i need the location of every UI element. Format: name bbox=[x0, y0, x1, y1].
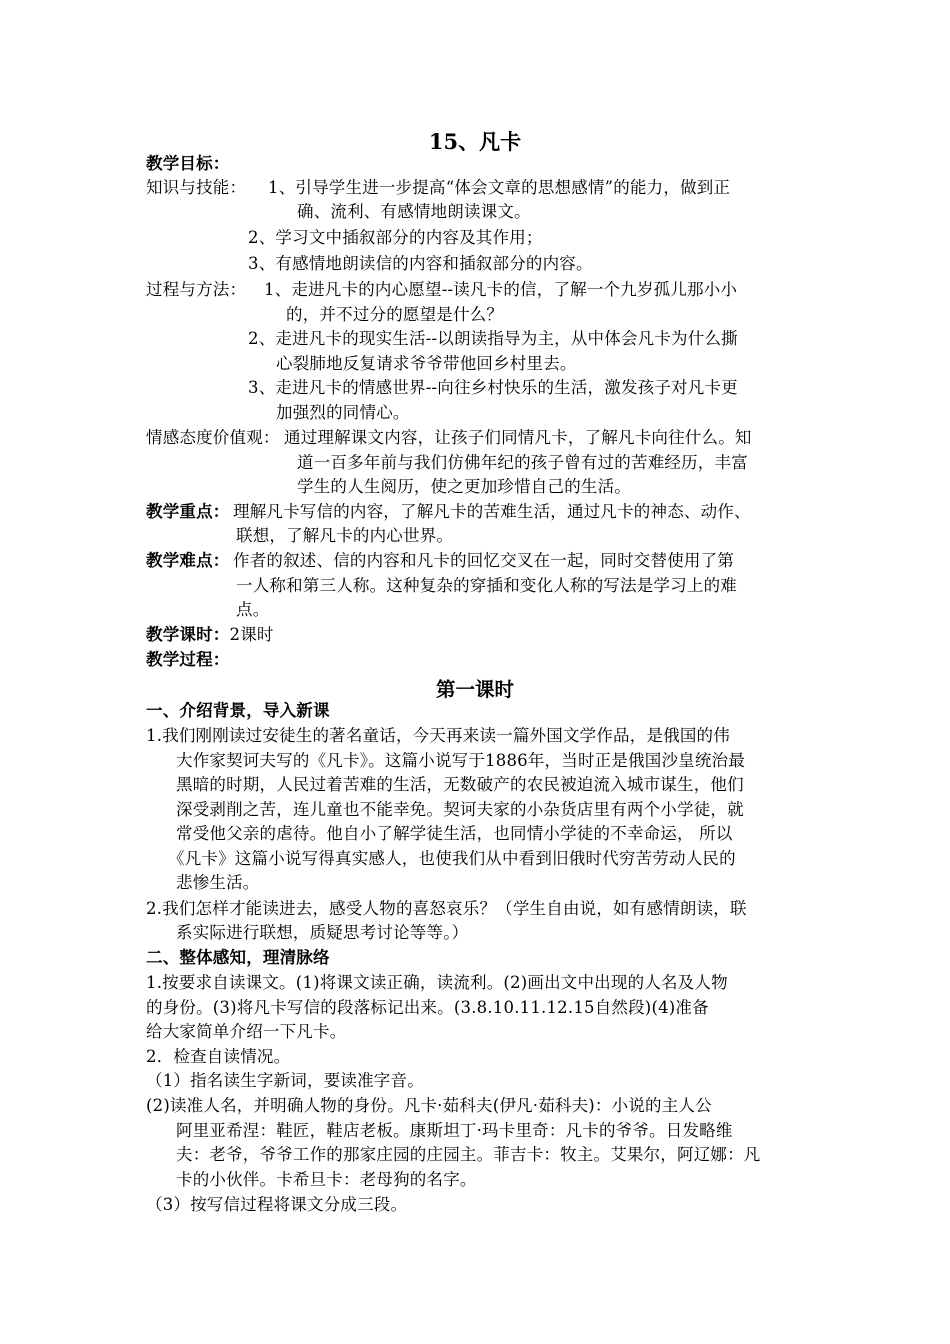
hours-value: 2课时 bbox=[229, 625, 274, 644]
emotion-text: 通过理解课文内容，让孩子们同情凡卡，了解凡卡向往什么。知 bbox=[284, 428, 752, 447]
difficulty-label: 教学难点： bbox=[146, 551, 230, 570]
paragraph-line: 黑暗的时期，人民过着苦难的生活，无数破产的农民被迫流入城市谋生，他们 bbox=[176, 775, 744, 794]
focus-text: 联想，了解凡卡的内心世界。 bbox=[236, 526, 454, 545]
process-label: 过程与方法： bbox=[146, 280, 247, 299]
paragraph-line: 深受剥削之苦，连儿童也不能幸免。契诃夫家的小杂货店里有两个小学徒，就 bbox=[176, 800, 744, 819]
knowledge-item: 确、流利、有感情地朗读课文。 bbox=[297, 202, 531, 221]
paragraph-line: 1.按要求自读课文。(1)将课文读正确，读流利。(2)画出文中出现的人名及人物 bbox=[146, 973, 728, 992]
difficulty-text: 点。 bbox=[236, 600, 270, 619]
knowledge-label: 知识与技能： bbox=[146, 178, 247, 197]
process-heading: 教学过程： bbox=[146, 650, 230, 669]
paragraph-line: 系实际进行联想，质疑思考讨论等等。） bbox=[176, 923, 469, 942]
paragraph-line: 给大家简单介绍一下凡卡。 bbox=[146, 1022, 347, 1041]
paragraph-line: 大作家契诃夫写的《凡卡》。这篇小说写于1886年，当时正是俄国沙皇统治最 bbox=[176, 751, 745, 770]
process-item: 的，并不过分的愿望是什么？ bbox=[286, 305, 504, 324]
paragraph-line: （3）按写信过程将课文分成三段。 bbox=[146, 1195, 408, 1214]
focus-text: 理解凡卡写信的内容，了解凡卡的苦难生活，通过凡卡的神态、动作、 bbox=[233, 502, 751, 521]
paragraph-line: （1）指名读生字新词，要读准字音。 bbox=[146, 1071, 424, 1090]
focus-label: 教学重点： bbox=[146, 502, 230, 521]
knowledge-item: 3、有感情地朗读信的内容和插叙部分的内容。 bbox=[248, 254, 593, 273]
paragraph-line: 常受他父亲的虐待。他自小了解学徒生活，也同情小学徒的不幸命运， 所以 bbox=[176, 824, 733, 843]
process-item: 3、走进凡卡的情感世界--向往乡村快乐的生活，激发孩子对凡卡更 bbox=[248, 378, 738, 397]
paragraph-line: 1.我们刚刚读过安徒生的著名童话，今天再来读一篇外国文学作品，是俄国的伟 bbox=[146, 726, 730, 745]
difficulty-text: 作者的叙述、信的内容和凡卡的回忆交叉在一起，同时交替使用了第 bbox=[233, 551, 734, 570]
process-item: 1、走进凡卡的内心愿望--读凡卡的信，了解一个九岁孤儿那小小 bbox=[264, 280, 738, 299]
process-item: 2、走进凡卡的现实生活--以朗读指导为主，从中体会凡卡为什么撕 bbox=[248, 329, 738, 348]
paragraph-line: 阿里亚希涅：鞋匠，鞋店老板。康斯坦丁·玛卡里奇：凡卡的爷爷。日发略维 bbox=[176, 1121, 733, 1140]
paragraph-line: 2．检查自读情况。 bbox=[146, 1047, 291, 1066]
knowledge-item: 1、引导学生进一步提高“体会文章的思想感情”的能力，做到正 bbox=[268, 178, 731, 197]
emotion-label: 情感态度价值观： bbox=[146, 428, 280, 447]
hours-line bbox=[146, 623, 274, 647]
paragraph-line: 《凡卡》这篇小说写得真实感人，也使我们从中看到旧俄时代穷苦劳动人民的 bbox=[168, 849, 736, 868]
hours-label: 教学课时： bbox=[146, 625, 230, 644]
paragraph-line: 2.我们怎样才能读进去，感受人物的喜怒哀乐？（学生自由说，如有感情朗读，联 bbox=[146, 899, 747, 918]
page-title: 15、凡卡 bbox=[428, 129, 522, 154]
paragraph-line: 悲惨生活。 bbox=[176, 873, 260, 892]
paragraph-line: (2)读准人名，并明确人物的身份。凡卡·茹科夫(伊凡·茹科夫)：小说的主人公 bbox=[146, 1096, 712, 1115]
goals-heading: 教学目标： bbox=[146, 154, 230, 173]
section-heading: 一、介绍背景，导入新课 bbox=[146, 701, 330, 720]
process-item: 加强烈的同情心。 bbox=[276, 403, 410, 422]
lesson-title: 第一课时 bbox=[435, 678, 514, 701]
emotion-text: 道一百多年前与我们仿佛年纪的孩子曾有过的苦难经历，丰富 bbox=[297, 453, 748, 472]
section-heading: 二、整体感知，理清脉络 bbox=[146, 948, 330, 967]
paragraph-line: 夫：老爷，爷爷工作的那家庄园的庄园主。菲吉卡：牧主。艾果尔，阿辽娜：凡 bbox=[176, 1145, 761, 1164]
paragraph-line: 卡的小伙伴。卡希旦卡：老母狗的名字。 bbox=[176, 1170, 477, 1189]
emotion-text: 学生的人生阅历，使之更加珍惜自己的生活。 bbox=[297, 477, 631, 496]
difficulty-text: 一人称和第三人称。这种复杂的穿插和变化人称的写法是学习上的难 bbox=[236, 576, 737, 595]
paragraph-line: 的身份。(3)将凡卡写信的段落标记出来。(3.8.10.11.12.15自然段)(4)准备 bbox=[146, 998, 709, 1017]
process-item: 心裂肺地反复请求爷爷带他回乡村里去。 bbox=[276, 354, 577, 373]
knowledge-item: 2、学习文中插叙部分的内容及其作用； bbox=[248, 228, 543, 247]
